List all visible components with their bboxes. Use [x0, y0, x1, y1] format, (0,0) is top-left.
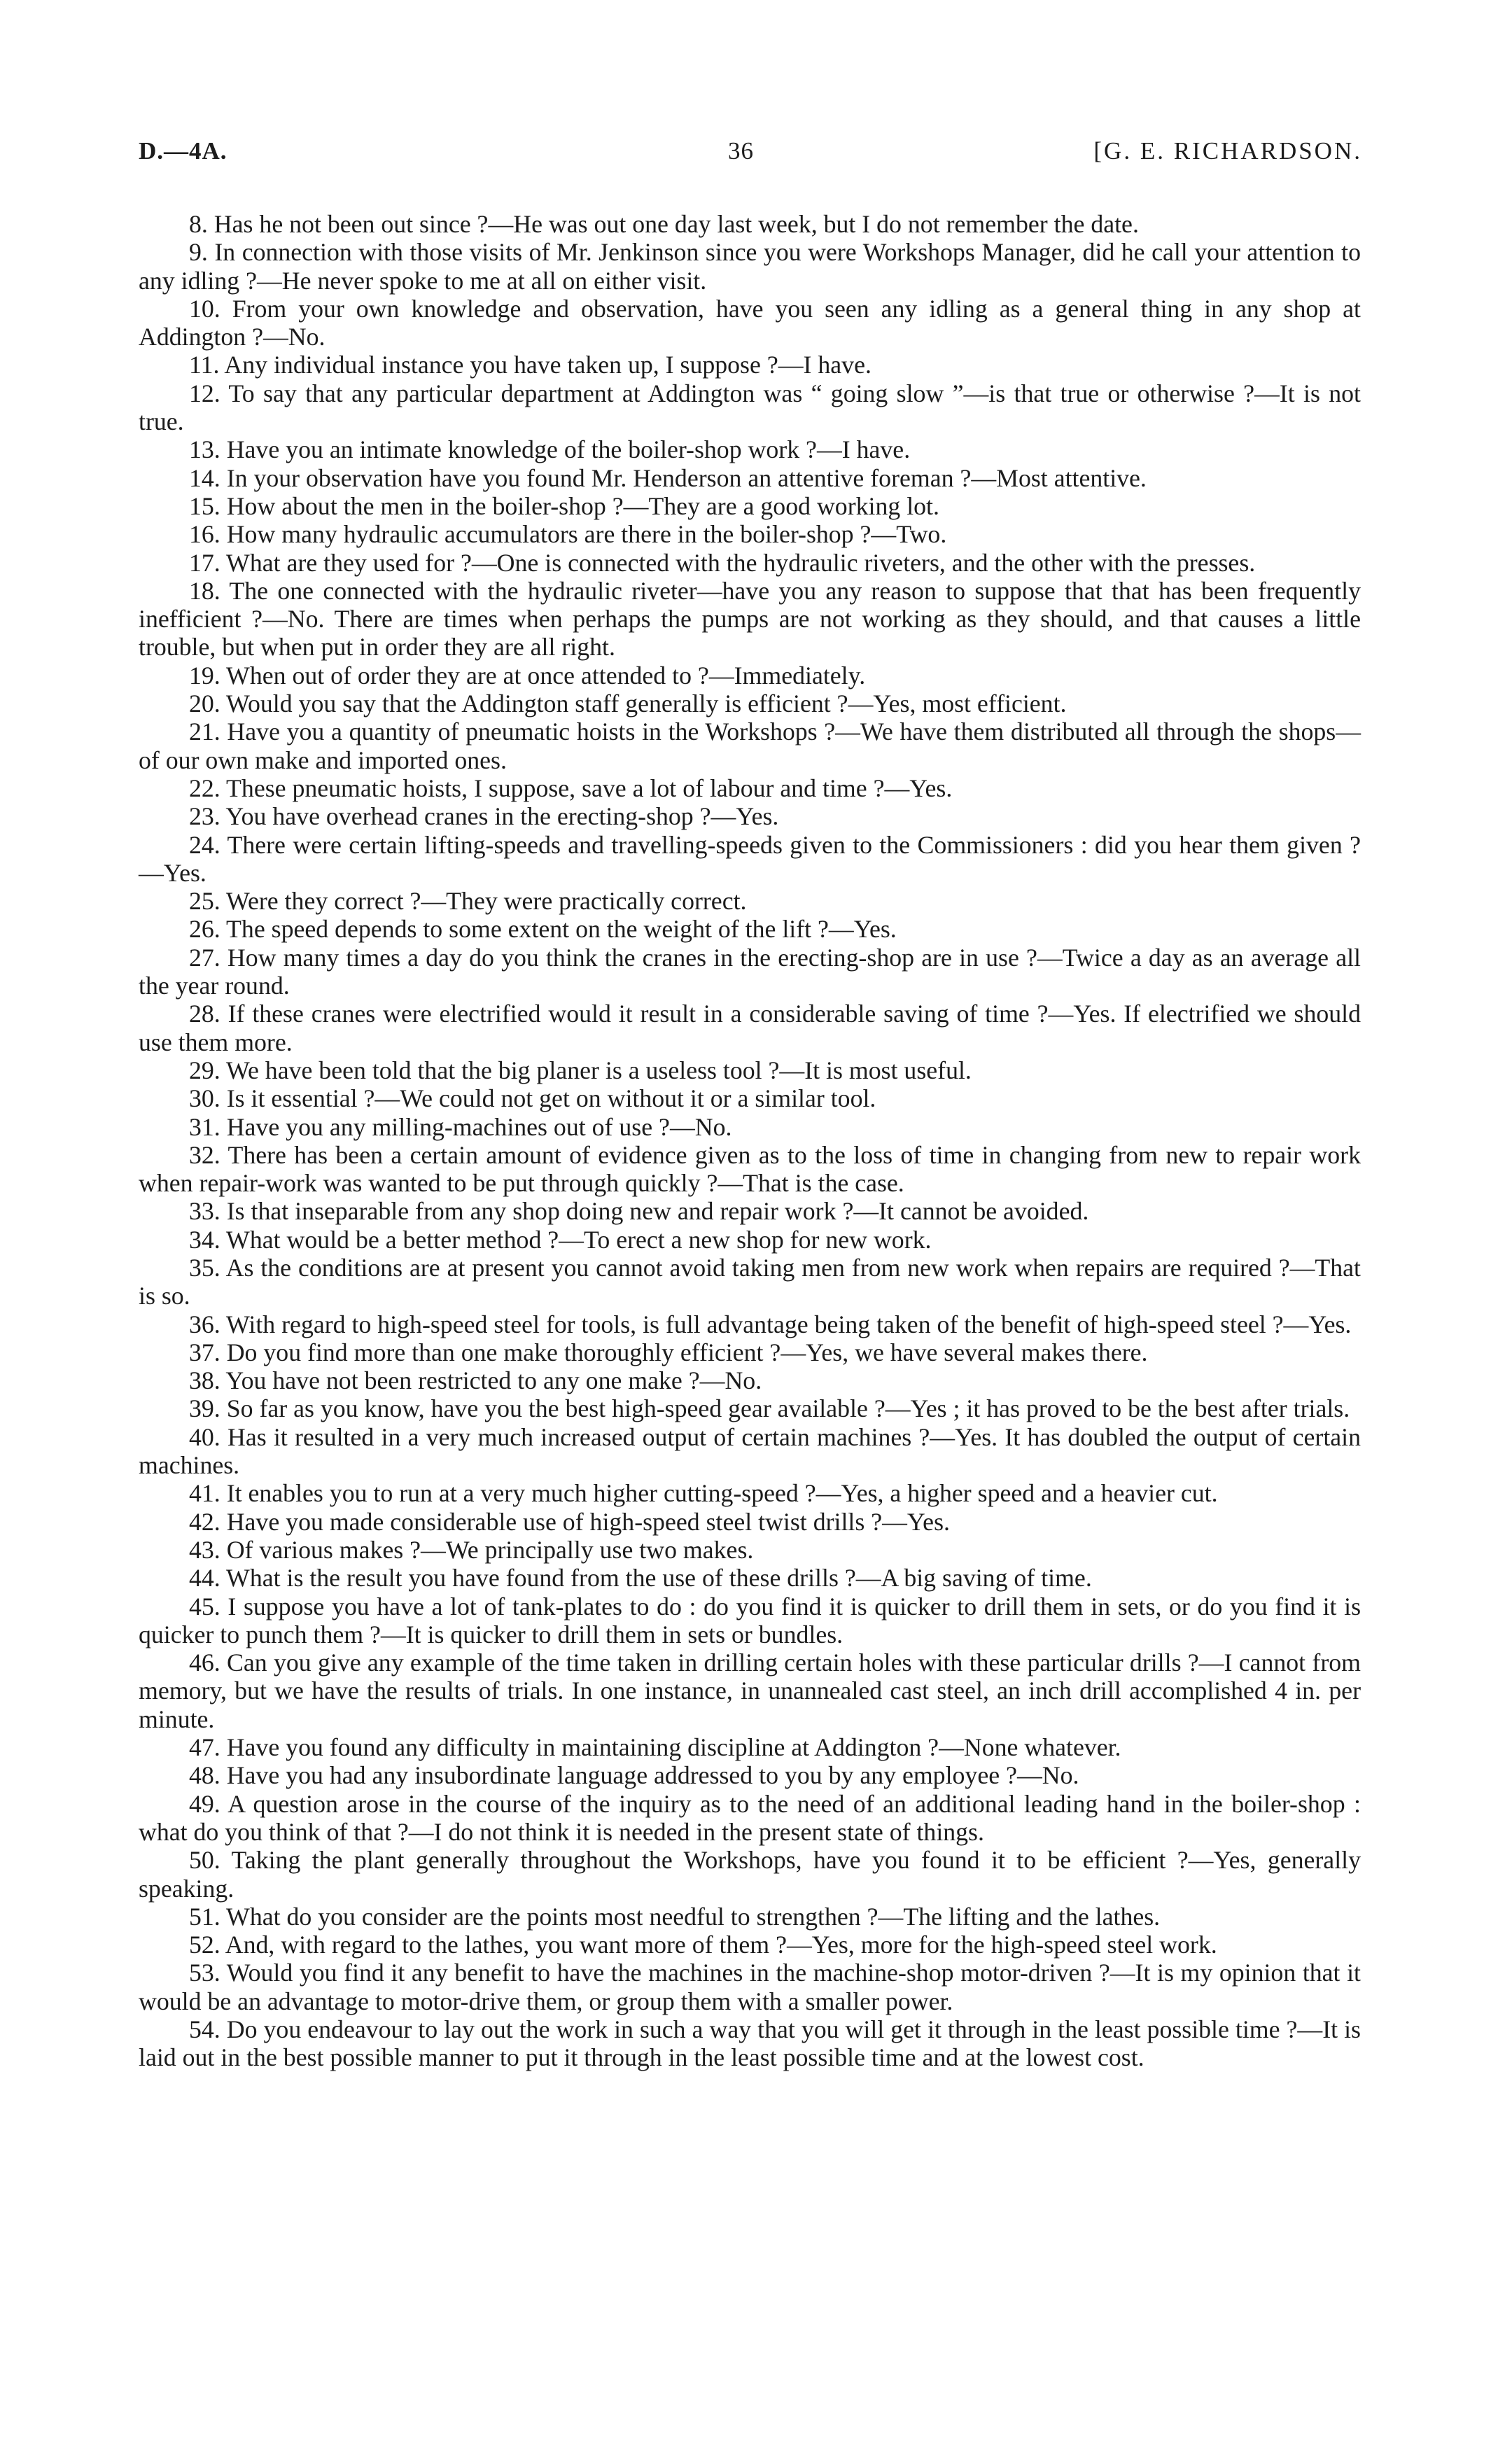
- question-answer: 46. Can you give any example of the time taken in drilling certain holes with these particular drills ?—I cannot from memory, but we have the results of trials. In one instance, in unannealed cast steel, an inch drill accomplished 4 in. per minute.: [139, 1648, 1361, 1733]
- question-answer: 45. I suppose you have a lot of tank-plates to do : do you find it is quicker to drill them in sets, or do you find it is quicker to punch them ?—It is quicker to drill them in sets or bundles.: [139, 1592, 1361, 1648]
- question-answer: 42. Have you made considerable use of high-speed steel twist drills ?—Yes.: [189, 1507, 950, 1536]
- question-answer: 8. Has he not been out since ?—He was out one day last week, but I do not remember the date.: [189, 210, 1139, 238]
- question-answer: 30. Is it essential ?—We could not get on without it or a similar tool.: [189, 1084, 876, 1113]
- question-answer: 40. Has it resulted in a very much increased output of certain machines ?—Yes. It has doubled the output of certain machines.: [139, 1422, 1361, 1480]
- question-answer: 11. Any individual instance you have taken up, I suppose ?—I have.: [189, 351, 872, 379]
- question-answer: 22. These pneumatic hoists, I suppose, save a lot of labour and time ?—Yes.: [189, 774, 953, 802]
- question-answer: 15. How about the men in the boiler-shop ?—They are a good working lot.: [189, 491, 939, 520]
- question-answer: 47. Have you found any difficulty in maintaining discipline at Addington ?—None whatever.: [189, 1733, 1121, 1762]
- question-answer: 41. It enables you to run at a very much higher cutting-speed ?—Yes, a higher speed and a heavier cut.: [189, 1479, 1218, 1508]
- question-answer: 26. The speed depends to some extent on the weight of the lift ?—Yes.: [189, 915, 897, 944]
- question-answer: 54. Do you endeavour to lay out the work in such a way that you will get it through in the least possible time ?—It is laid out in the best possible manner to put it through in the least possible time and at the lowest cost.: [139, 2015, 1361, 2072]
- question-answer: 39. So far as you know, have you the best high-speed gear available ?—Yes ; it has proved to be the best after trials.: [189, 1394, 1350, 1423]
- question-answer: 50. Taking the plant generally throughout the Workshops, have you found it to be efficient ?—Yes, generally speaking.: [139, 1846, 1361, 1903]
- page-number: 36: [728, 137, 754, 164]
- question-answer: 20. Would you say that the Addington staff generally is efficient ?—Yes, most efficient.: [189, 690, 1067, 718]
- question-answer: 14. In your observation have you found Mr. Henderson an attentive foreman ?—Most attentive.: [189, 463, 1147, 492]
- question-answer: 35. As the conditions are at present you cannot avoid taking men from new work when repairs are required ?—That is so.: [139, 1253, 1361, 1310]
- question-answer: 21. Have you a quantity of pneumatic hoists in the Workshops ?—We have them distributed all through the shops—of our own make and imported ones.: [139, 718, 1361, 774]
- question-answer: 23. You have overhead cranes in the erecting-shop ?—Yes.: [189, 802, 779, 831]
- question-answer: 43. Of various makes ?—We principally use two makes.: [189, 1535, 754, 1564]
- document-reference: D.—4A.: [139, 137, 227, 164]
- question-answer: 12. To say that any particular department at Addington was “ going slow ”—is that true or otherwise ?—It is not true.: [139, 379, 1361, 436]
- evidence-text: [139, 210, 1361, 2072]
- witness-name: [G. E. RICHARDSON.: [1093, 137, 1362, 164]
- question-answer: 28. If these cranes were electrified would it result in a considerable saving of time ?—Yes. If electrified we should use them more.: [139, 1000, 1361, 1056]
- question-answer: 25. Were they correct ?—They were practically correct.: [189, 887, 747, 916]
- question-answer: 53. Would you find it any benefit to have the machines in the machine-shop motor-driven ?—It is my opinion that it would be an advantage to motor-drive them, or group them with a smaller power.: [139, 1959, 1361, 2015]
- question-answer: 29. We have been told that the big planer is a useless tool ?—It is most useful.: [189, 1056, 972, 1084]
- question-answer: 10. From your own knowledge and observation, have you seen any idling as a general thing in any shop at Addington ?—No.: [139, 294, 1361, 351]
- question-answer: 9. In connection with those visits of Mr. Jenkinson since you were Workshops Manager, did he call your attention to any idling ?—He never spoke to me at all on either visit.: [139, 238, 1361, 295]
- question-answer: 24. There were certain lifting-speeds and travelling-speeds given to the Commissioners : did you hear them given ?—Yes.: [139, 830, 1361, 887]
- question-answer: 52. And, with regard to the lathes, you want more of them ?—Yes, more for the high-speed steel work.: [189, 1931, 1217, 1959]
- question-answer: 49. A question arose in the course of the inquiry as to the need of an additional leading hand in the boiler-shop : what do you think of that ?—I do not think it is needed in the present state of things.: [139, 1789, 1361, 1846]
- question-answer: 37. Do you find more than one make thoroughly efficient ?—Yes, we have several makes there.: [189, 1338, 1148, 1366]
- question-answer: 34. What would be a better method ?—To erect a new shop for new work.: [189, 1225, 932, 1254]
- question-answer: 31. Have you any milling-machines out of use ?—No.: [189, 1112, 732, 1141]
- question-answer: 36. With regard to high-speed steel for tools, is full advantage being taken of the benefit of high-speed steel ?—Yes.: [189, 1310, 1352, 1338]
- question-answer: 33. Is that inseparable from any shop doing new and repair work ?—It cannot be avoided.: [189, 1197, 1089, 1226]
- question-answer: 18. The one connected with the hydraulic riveter—have you any reason to suppose that that has been frequently inefficient ?—No. There are times when perhaps the pumps are not working as they should, and that causes a little trouble, but when put in order they are all right.: [139, 576, 1361, 662]
- question-answer: 27. How many times a day do you think the cranes in the erecting-shop are in use ?—Twice a day as an average all the year round.: [139, 943, 1361, 1000]
- question-answer: 19. When out of order they are at once attended to ?—Immediately.: [189, 661, 866, 690]
- question-answer: 17. What are they used for ?—One is connected with the hydraulic riveters, and the other with the presses.: [189, 548, 1256, 577]
- question-answer: 51. What do you consider are the points most needful to strengthen ?—The lifting and the lathes.: [189, 1902, 1161, 1931]
- question-answer: 16. How many hydraulic accumulators are there in the boiler-shop ?—Two.: [189, 520, 947, 549]
- question-answer: 38. You have not been restricted to any one make ?—No.: [189, 1366, 762, 1395]
- question-answer: 48. Have you had any insubordinate language addressed to you by any employee ?—No.: [189, 1761, 1079, 1790]
- question-answer: 13. Have you an intimate knowledge of the boiler-shop work ?—I have.: [189, 435, 911, 464]
- question-answer: 32. There has been a certain amount of evidence given as to the loss of time in changing from new to repair work when repair-work was wanted to be put through quickly ?—That is the case.: [139, 1140, 1361, 1198]
- question-answer: 44. What is the result you have found from the use of these drills ?—A big saving of time.: [189, 1564, 1092, 1592]
- page-header: [139, 137, 1362, 179]
